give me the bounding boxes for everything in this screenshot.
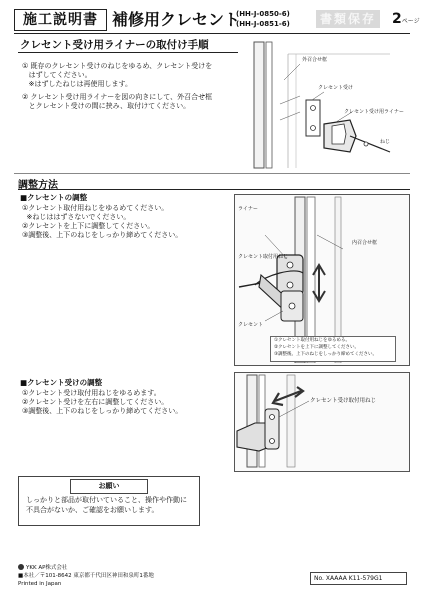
- section1-step-line: ※はずしたねじは再使用します。: [22, 80, 132, 88]
- model-number-1: (HH-J-0850-6): [236, 10, 290, 18]
- request-title: お願い: [70, 479, 148, 494]
- subsection-keeper-title: ■クレセント受けの調整: [20, 378, 103, 387]
- doc-type-label: 施工説明書: [14, 9, 107, 31]
- figure-label-keeper: クレセント受け: [318, 85, 354, 91]
- section1-step-line: はずしてください。: [22, 71, 92, 79]
- section-divider: [14, 173, 410, 174]
- figure-note-line: ②クレセントを上下に調整してください。: [274, 345, 360, 350]
- page-number: [392, 11, 420, 27]
- section1-step-line: ② クレセント受け用ライナーを図の向きにして、外召合せ框: [22, 93, 213, 101]
- company-logo-icon: [18, 564, 24, 570]
- section1-underline: [18, 52, 238, 53]
- figure-label-crescent-screw: クレセント取付用ねじ: [238, 254, 289, 260]
- section2-underline: [18, 189, 410, 190]
- figure-label-crescent: クレセント: [238, 322, 264, 328]
- figure-note-line: ①クレセント取付用ねじをゆるめる。: [274, 338, 351, 343]
- crescent-step-line: ③調整後、上下のねじをしっかり締めてください。: [22, 231, 183, 239]
- company-name-text: YKK AP株式会社: [26, 565, 68, 571]
- company-address: ■本社／〒101-8642 東京都千代田区神田和泉町1番地: [18, 573, 154, 579]
- figure-label-keeper-screw: クレセント受け取付用ねじ: [310, 398, 377, 404]
- company-name: [18, 564, 67, 572]
- keeper-step-line: ①クレセント受け取付用ねじをゆるめます。: [22, 389, 161, 397]
- page-title: 補修用クレセント: [112, 10, 241, 29]
- crescent-step-line: ①クレセント取付用ねじをゆるめてください。: [22, 204, 169, 212]
- crescent-step-line: ※ねじははずさないでください。: [22, 213, 131, 221]
- section2-title: 調整方法: [18, 180, 58, 191]
- crescent-step-line: ②クレセントを上下に調整してください。: [22, 222, 155, 230]
- model-number-2: (HH-J-0851-6): [236, 20, 290, 28]
- figure-label-liner: クレセント受け用ライナー: [344, 109, 404, 115]
- header-divider: [14, 33, 410, 34]
- figure-label-inner-frame: 内召合せ框: [352, 240, 378, 246]
- figure-note-line: ③調整後、上下のねじをしっかり締めてください。: [274, 352, 378, 357]
- document-number: No. XAAAA K11-579G1: [310, 572, 407, 585]
- section1-step-line: ① 既存のクレセント受けのねじをゆるめ、クレセント受けを: [22, 62, 213, 70]
- keeper-step-line: ③調整後、上下のねじをしっかり締めてください。: [22, 407, 183, 415]
- figure-label-outer-frame: 外召合せ框: [302, 57, 328, 63]
- page-number-value: 2: [392, 11, 402, 27]
- keeper-adjust-drawing: [235, 373, 407, 469]
- page-unit: ページ: [401, 18, 420, 25]
- section1-step-line: とクレセント受けの間に挟み、取付けてください。: [22, 102, 191, 110]
- request-line: 不具合がないか、ご確認をお願いします。: [26, 506, 159, 514]
- subsection-crescent-title: ■クレセントの調整: [20, 193, 88, 202]
- document-stamp: 書類保存: [316, 10, 380, 28]
- request-line: しっかりと部品が取付いていること、操作や作動に: [26, 496, 187, 504]
- section1-title: クレセント受け用ライナーの取付け手順: [20, 39, 209, 51]
- figure-label-screw: ねじ: [380, 139, 391, 145]
- figure-label-liner: ライナー: [238, 206, 258, 212]
- printed-in: Printed in Japan: [18, 581, 62, 587]
- keeper-step-line: ②クレセント受けを左右に調整してください。: [22, 398, 169, 406]
